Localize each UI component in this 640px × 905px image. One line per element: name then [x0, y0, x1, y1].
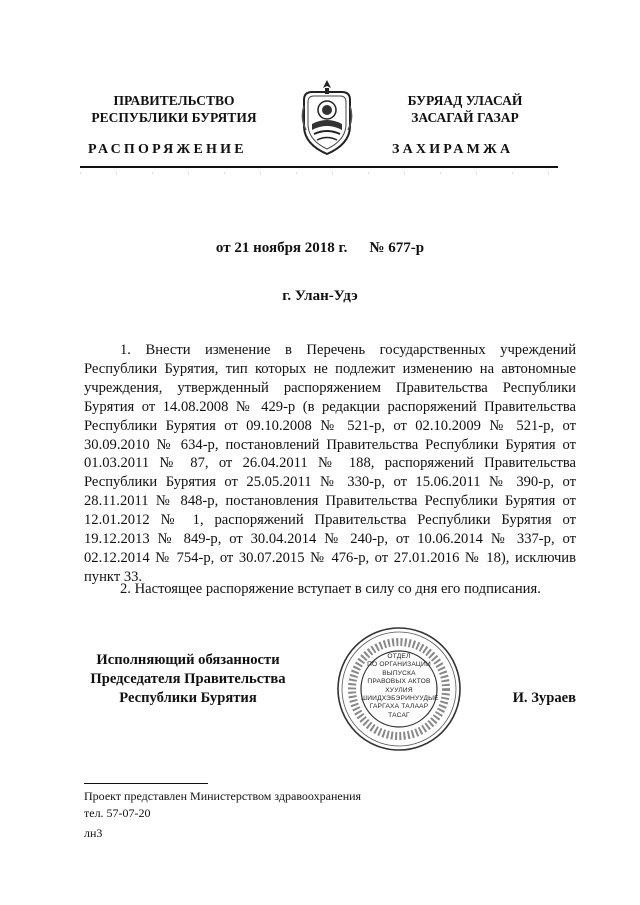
stamp-line3: ВЫПУСКА — [382, 669, 416, 677]
stamp-line2: ПО ОРГАНИЗАЦИИ — [367, 661, 431, 669]
header-left-line2: РЕСПУБЛИКИ БУРЯТИЯ — [91, 110, 257, 125]
stamp-line6: ШИИДХЭБЭРИНУУДЫЕ — [361, 695, 439, 703]
signer-name: И. Зураев — [512, 690, 576, 706]
date-number-line — [0, 240, 640, 257]
stamp-line4: ПРАВОВЫХ АКТОВ — [367, 678, 431, 686]
footer-prepared-by: Проект представлен Министерством здравоохранения — [84, 789, 362, 803]
header-right-doc-type: ЗАХИРАМЖА — [392, 142, 514, 157]
signature-title-line1: Исполняющий обязанности — [96, 652, 280, 668]
document-date: от 21 ноября 2018 г. — [215, 240, 348, 256]
header-divider — [80, 166, 558, 168]
stamp-line8: ТАСАГ — [388, 711, 410, 719]
paragraph-1: 1. Внести изменение в Перечень государственных учреждений Республики Бурятия, тип которых не подлежит изменению на автономные учреждения, утвержденный распоряжением Правительства Республики Бурятия от 14.08.2008 № 429-р (в редакции распоряжений Правительства Республики Бурятия от 09.10.2008 № 521-р, от 02.10.2009 № 521-р, от 30.09.2010 № 634-р, постановлений Правительства Республики Бурятия от 01.03.2011 № 87, от 26.04.2011 № 188, распоряжений Правительства Республики Бурятия от 25.05.2011 № 330-р, от 15.06.2011 № 390-р, от 28.11.2011 № 848-р, постановления Правительства Республики Бурятия от 12.01.2012 № 1, распоряжений Правительства Республики Бурятия от 19.12.2013 № 849-р, от 30.04.2014 № 240-р, от 10.06.2014 № 337-р, от 02.12.2014 № 754-р, от 30.07.2015 № 476-р, от 27.01.2016 № 18), исключив пункт 33. — [84, 342, 576, 585]
header-right-line1: БУРЯАД УЛАСАЙ — [407, 93, 523, 108]
document-city: г. Улан-Удэ — [282, 288, 358, 304]
stamp-line7: ГАРГАХА ТАЛААР — [369, 703, 429, 711]
coat-of-arms-icon — [298, 78, 356, 156]
official-stamp — [335, 625, 463, 753]
header-left-line1: ПРАВИТЕЛЬСТВО — [113, 93, 235, 108]
header-right-line2: ЗАСАГАЙ ГАЗАР — [411, 110, 519, 125]
signature-title-line3: Республики Бурятия — [119, 690, 257, 706]
footer-code: лн3 — [84, 826, 103, 840]
footer-phone: тел. 57-07-20 — [84, 806, 151, 820]
header-dotted-line — [80, 171, 558, 175]
stamp-line5: ХУУЛИЯ — [385, 686, 413, 694]
paragraph-2: 2. Настоящее распоряжение вступает в силу со дня его подписания. — [120, 581, 541, 597]
signature-title-line2: Председателя Правительства — [90, 671, 286, 687]
stamp-line1: ОТДЕЛ — [387, 653, 411, 660]
footer-divider — [84, 783, 208, 784]
document-body — [84, 341, 576, 587]
document-body-2 — [84, 580, 576, 599]
document-number: № 677-р — [369, 240, 425, 256]
header-left-doc-type: РАСПОРЯЖЕНИЕ — [88, 142, 247, 157]
